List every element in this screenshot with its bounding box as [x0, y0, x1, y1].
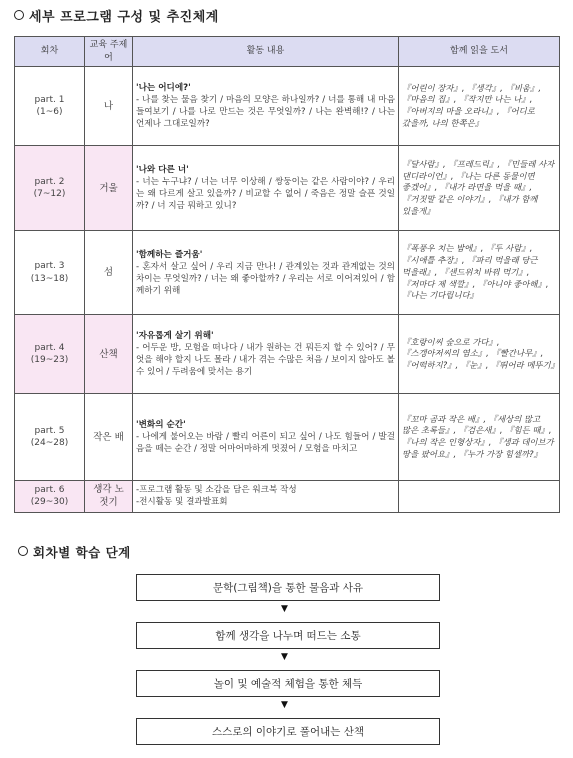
section-title-program: 세부 프로그램 구성 및 추진체계 — [14, 6, 219, 25]
theme-cell: 작은 배 — [85, 394, 133, 481]
table-row — [15, 481, 560, 513]
session-cell: part. 1 (1~6) — [15, 67, 85, 146]
activity-cell: '변화의 순간' - 나에게 불어오는 바람 / 빨리 어른이 되고 싶어 / 나도 힘들어 / 발걸음을 떼는 순간 / 정말 어마어마하게 멋졌어 / 모험을 마치고 — [133, 394, 399, 481]
session-cell: part. 3 (13~18) — [15, 231, 85, 315]
activity-cell: -프로그램 활동 및 소감을 담은 워크북 작성 -전시활동 및 결과발표회 — [133, 481, 399, 513]
table-row — [15, 231, 560, 315]
table-row — [15, 315, 560, 394]
activity-cell: '나는 어디에?' - 나를 찾는 물음 찾기 / 마음의 모양은 하나일까? / 너를 통해 내 마음 들여보기 / 나를 나로 만드는 것은 무엇일까? / 나는 완벽해!? / 나는 언제나 그대로일까? — [133, 67, 399, 146]
books-cell: 『달사람』, 『프레드릭』, 『민들레 사자 댄디라이언』, 『나는 다른 동물이면 좋겠어』, 『내가 라면을 먹을 때』, 『거짓말 같은 이야기』, 『내가 함께 있을게』 — [399, 146, 560, 231]
program-table — [14, 36, 560, 513]
arrow-down-icon: ▼ — [281, 604, 288, 614]
header-theme: 교육 주제어 — [85, 37, 133, 67]
session-cell: part. 4 (19~23) — [15, 315, 85, 394]
table-row — [15, 394, 560, 481]
step-box: 함께 생각을 나누며 떠드는 소통 — [136, 622, 440, 649]
theme-cell: 섬 — [85, 231, 133, 315]
theme-cell: 거울 — [85, 146, 133, 231]
arrow-down-icon: ▼ — [281, 700, 288, 710]
table-header-row — [15, 37, 560, 67]
books-cell: 『호랑이씨 숲으로 가다』, 『스갱아저씨의 염소』, 『빨간나무』, 『어떡하지?』, 『눈』, 『뛰어라 메뚜기』 — [399, 315, 560, 394]
books-cell: 『폭풍우 치는 밤에』, 『두 사람』, 『시애틀 추장』, 『파리 먹을래 당근 먹을래』, 『샌드위치 바꿔 먹기』, 『저마다 제 색깔』, 『아니야 좋아해』, 『나는 기다립니다』 — [399, 231, 560, 315]
activity-cell: '나와 다른 너' - 너는 누구냐? / 너는 너무 이상해 / 쌍둥이는 같은 사람이야? / 우리는 왜 다르게 살고 있을까? / 비교할 수 없어 / 죽음은 정말 슬픈 것일까? / 너 지금 뭐하고 있니? — [133, 146, 399, 231]
books-cell — [399, 481, 560, 513]
section-title-steps: 회차별 학습 단계 — [18, 543, 131, 561]
activity-cell: '함께하는 즐거움' - 혼자서 살고 싶어 / 우리 지금 만나! / 관계있는 것과 관계없는 것의 차이는 무엇일까? / 너는 왜 좋아할까? / 우리는 서로 이어져있어 / 함께하기 위해 — [133, 231, 399, 315]
circle-bullet-icon — [14, 10, 24, 20]
books-cell: 『꼬마 곰과 작은 배』, 『세상의 많고 많은 초록들』, 『검은새』, 『힘든 때』, 『나의 작은 인형상자』, 『생과 데이브가 땅을 팠어요』, 『누가 가장 힘셀까?』 — [399, 394, 560, 481]
header-books: 함께 읽을 도서 — [399, 37, 560, 67]
theme-cell: 산책 — [85, 315, 133, 394]
theme-cell: 나 — [85, 67, 133, 146]
books-cell: 『어린이 장자』, 『생각』, 『비움』, 『마음의 집』, 『작지만 나는 나』, 『아버지의 마을 오라니』, 『어디로 갔을까, 나의 한쪽은』 — [399, 67, 560, 146]
theme-cell: 생각 노 젓기 — [85, 481, 133, 513]
table-row — [15, 146, 560, 231]
session-cell: part. 5 (24~28) — [15, 394, 85, 481]
step-box: 스스로의 이야기로 풀어내는 산책 — [136, 718, 440, 745]
header-session: 회차 — [15, 37, 85, 67]
table-row — [15, 67, 560, 146]
activity-cell: '자유롭게 살기 위해' - 어두운 방, 모험을 떠나다 / 내가 원하는 건 뭐든지 할 수 있어? / 무엇을 해야 할지 나도 몰라 / 내가 겪는 수많은 처음 / 보이지 않아도 볼 수 있어 / 두려움에 맞서는 용기 — [133, 315, 399, 394]
step-box: 문학(그림책)을 통한 물음과 사유 — [136, 574, 440, 601]
session-cell: part. 2 (7~12) — [15, 146, 85, 231]
circle-bullet-icon — [18, 546, 28, 556]
session-cell: part. 6 (29~30) — [15, 481, 85, 513]
step-box: 놀이 및 예술적 체험을 통한 체득 — [136, 670, 440, 697]
header-activity: 활동 내용 — [133, 37, 399, 67]
arrow-down-icon: ▼ — [281, 652, 288, 662]
